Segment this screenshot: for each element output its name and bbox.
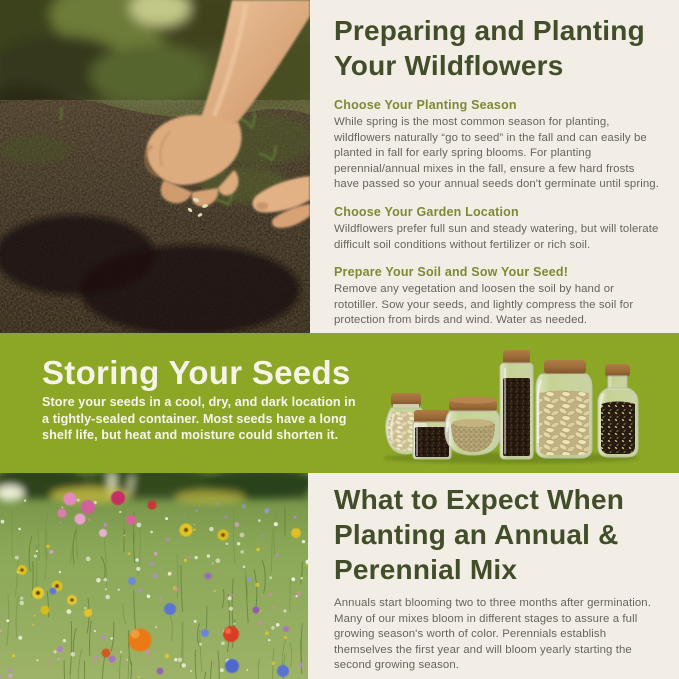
jar-seed-mix bbox=[598, 364, 638, 457]
subheading-garden-location: Choose Your Garden Location bbox=[334, 204, 519, 219]
what-to-expect-panel bbox=[308, 473, 679, 679]
hand-planting-illustration bbox=[0, 0, 310, 333]
bottom-title: What to Expect When Planting an Annual & Perennial Mix bbox=[334, 484, 625, 585]
subheading-soil-sow: Prepare Your Soil and Sow Your Seed! bbox=[334, 265, 569, 280]
wildflower-meadow-photo bbox=[0, 473, 308, 679]
meadow-illustration bbox=[0, 473, 308, 679]
jar-fine-tan bbox=[445, 397, 501, 456]
bottom-body: Annuals start blooming two to three months after germination. Many of our mixes bloom in different stages to assure a full growing season's worth of color. Perennials establish themselves the first year and will bloom yearly starting the second growing season. bbox=[334, 597, 651, 672]
body-garden-location: Wildflowers prefer full sun and steady watering, but will tolerate difficult soil conditions without fertilizer or rich soil. bbox=[334, 222, 659, 251]
banner-body: Store your seeds in a cool, dry, and dark location in a tightly-sealed container. Most seeds have a long shelf life, but heat and moisture could shorten it. bbox=[42, 395, 356, 443]
preparing-planting-panel bbox=[310, 0, 679, 333]
storing-seeds-banner bbox=[0, 333, 679, 473]
seed-jars-icon bbox=[383, 348, 647, 466]
top-title: Preparing and Planting Your Wildflowers bbox=[334, 15, 645, 81]
body-planting-season: While spring is the most common season for planting, wildflowers naturally “go to seed” in the fall and can easily be planted in fall for early spring blooms. For planting perennial/annual mixes in the fall, ensure a few hard frosts have passed so your annual seeds don't germinate until spring. bbox=[334, 116, 659, 191]
hand-planting-photo bbox=[0, 0, 310, 333]
body-soil-sow: Remove any vegetation and loosen the soil by hand or rototiller. Sow your seeds, and lightly compress the soil for protection from birds and wind. Water as needed. bbox=[334, 283, 634, 327]
jar-pumpkin-seeds bbox=[536, 360, 592, 458]
subheading-planting-season: Choose Your Planting Season bbox=[334, 98, 517, 112]
jar-tall-dark bbox=[500, 350, 533, 459]
banner-title: Storing Your Seeds bbox=[42, 354, 351, 391]
